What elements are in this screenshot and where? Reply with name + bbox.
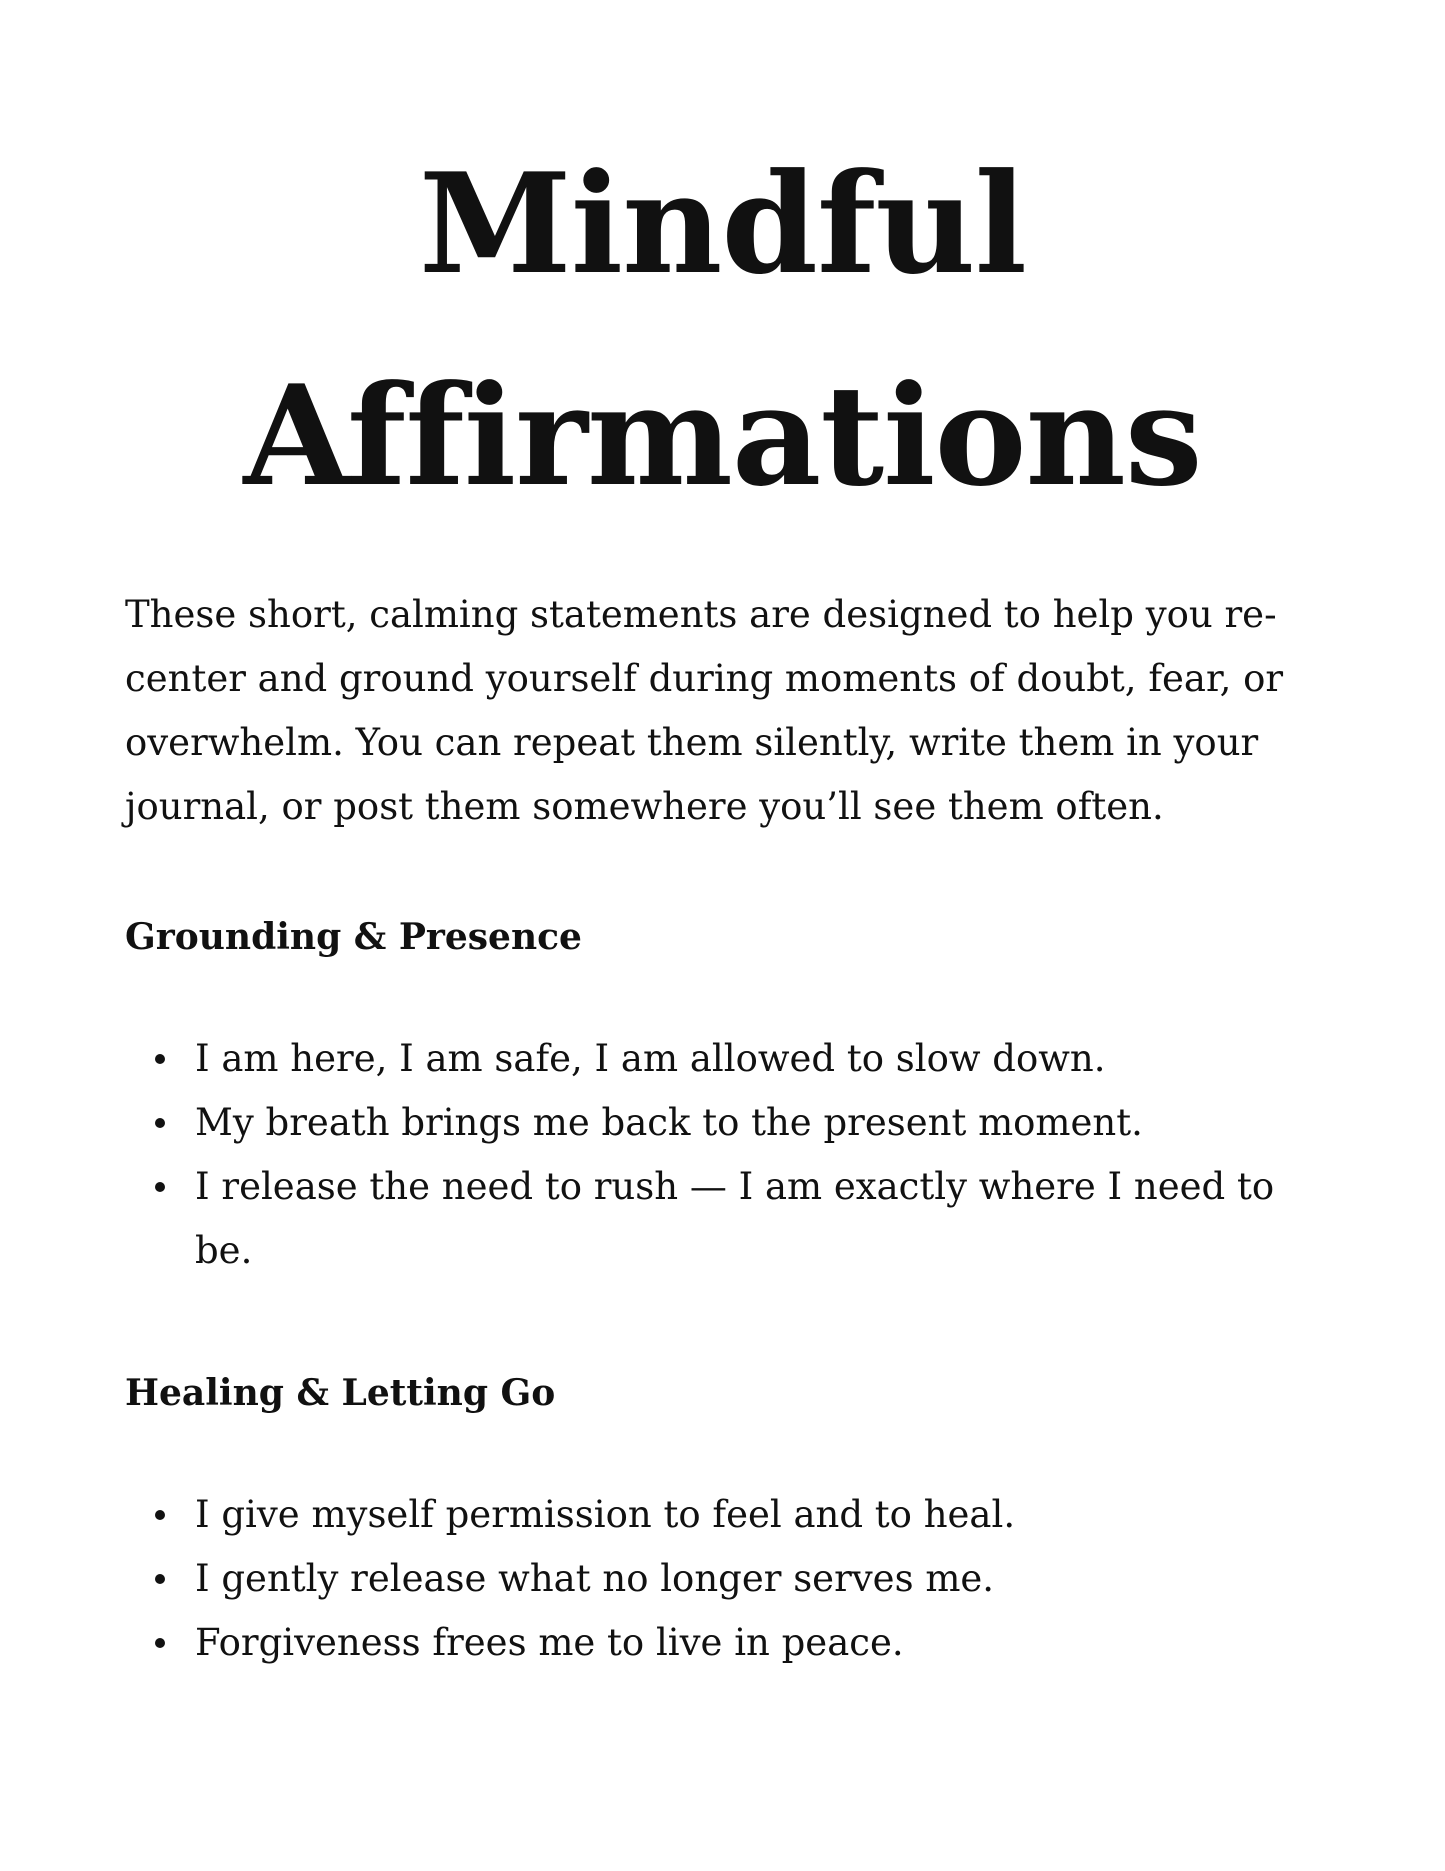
title-line-1: Mindful: [418, 142, 1027, 305]
list-item: [195, 1091, 1320, 1155]
list-item: [195, 1155, 1320, 1283]
intro-paragraph: These short, calming statements are designed to help you re-center and ground yourself during moments of doubt, fear, or overwhelm. You can repeat them silently, write them in your journal, or post them somewhere you’ll see them often.: [125, 593, 1284, 828]
bullet-icon: [155, 1118, 165, 1128]
bullet-icon: [155, 1054, 165, 1064]
list-item-text: My breath brings me back to the present moment.: [195, 1101, 1143, 1144]
list-item-text: I give myself permission to feel and to heal.: [195, 1493, 1016, 1536]
section-heading-healing: Healing & Letting Go: [125, 1372, 556, 1414]
list-item: [195, 1611, 1320, 1675]
affirmation-list-healing: [125, 1483, 1320, 1675]
list-item-text: I am here, I am safe, I am allowed to slow down.: [195, 1037, 1106, 1080]
list-item: [195, 1547, 1320, 1611]
list-item-text: I gently release what no longer serves me.: [195, 1557, 995, 1600]
list-item: [195, 1027, 1320, 1091]
bullet-icon: [155, 1574, 165, 1584]
bullet-icon: [155, 1510, 165, 1520]
title-line-2: Affirmations: [243, 354, 1202, 517]
bullet-icon: [155, 1182, 165, 1192]
section-heading-grounding: Grounding & Presence: [125, 916, 582, 958]
list-item-text: Forgiveness frees me to live in peace.: [195, 1621, 904, 1664]
bullet-icon: [155, 1638, 165, 1648]
page-title: [125, 0, 1320, 542]
list-item-text: I release the need to rush — I am exactly where I need to be.: [195, 1165, 1275, 1272]
list-item: [195, 1483, 1320, 1547]
affirmation-list-grounding: [125, 1027, 1320, 1283]
